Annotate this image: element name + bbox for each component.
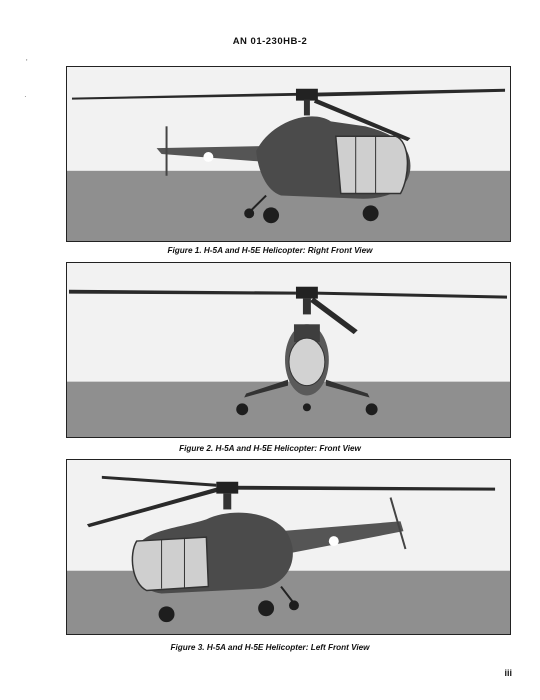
document-id: AN 01-230HB-2 bbox=[232, 36, 308, 47]
figure-3-caption: Figure 3. H-5A and H-5E Helicopter: Left Front View bbox=[170, 643, 370, 652]
figure-2-caption: Figure 2. H-5A and H-5E Helicopter: Front View bbox=[179, 444, 361, 453]
figure-1-caption: Figure 1. H-5A and H-5E Helicopter: Right Front View bbox=[167, 246, 373, 255]
figure-2-photo bbox=[66, 262, 511, 438]
figure-1-photo bbox=[66, 66, 511, 242]
helicopter-front-image bbox=[67, 263, 510, 437]
helicopter-right-front-image bbox=[67, 67, 510, 241]
page-number: iii bbox=[504, 668, 512, 678]
margin-mark: · bbox=[24, 92, 27, 101]
figure-3-photo bbox=[66, 459, 511, 635]
helicopter-left-front-image bbox=[67, 460, 510, 634]
margin-mark: ' bbox=[26, 58, 28, 67]
